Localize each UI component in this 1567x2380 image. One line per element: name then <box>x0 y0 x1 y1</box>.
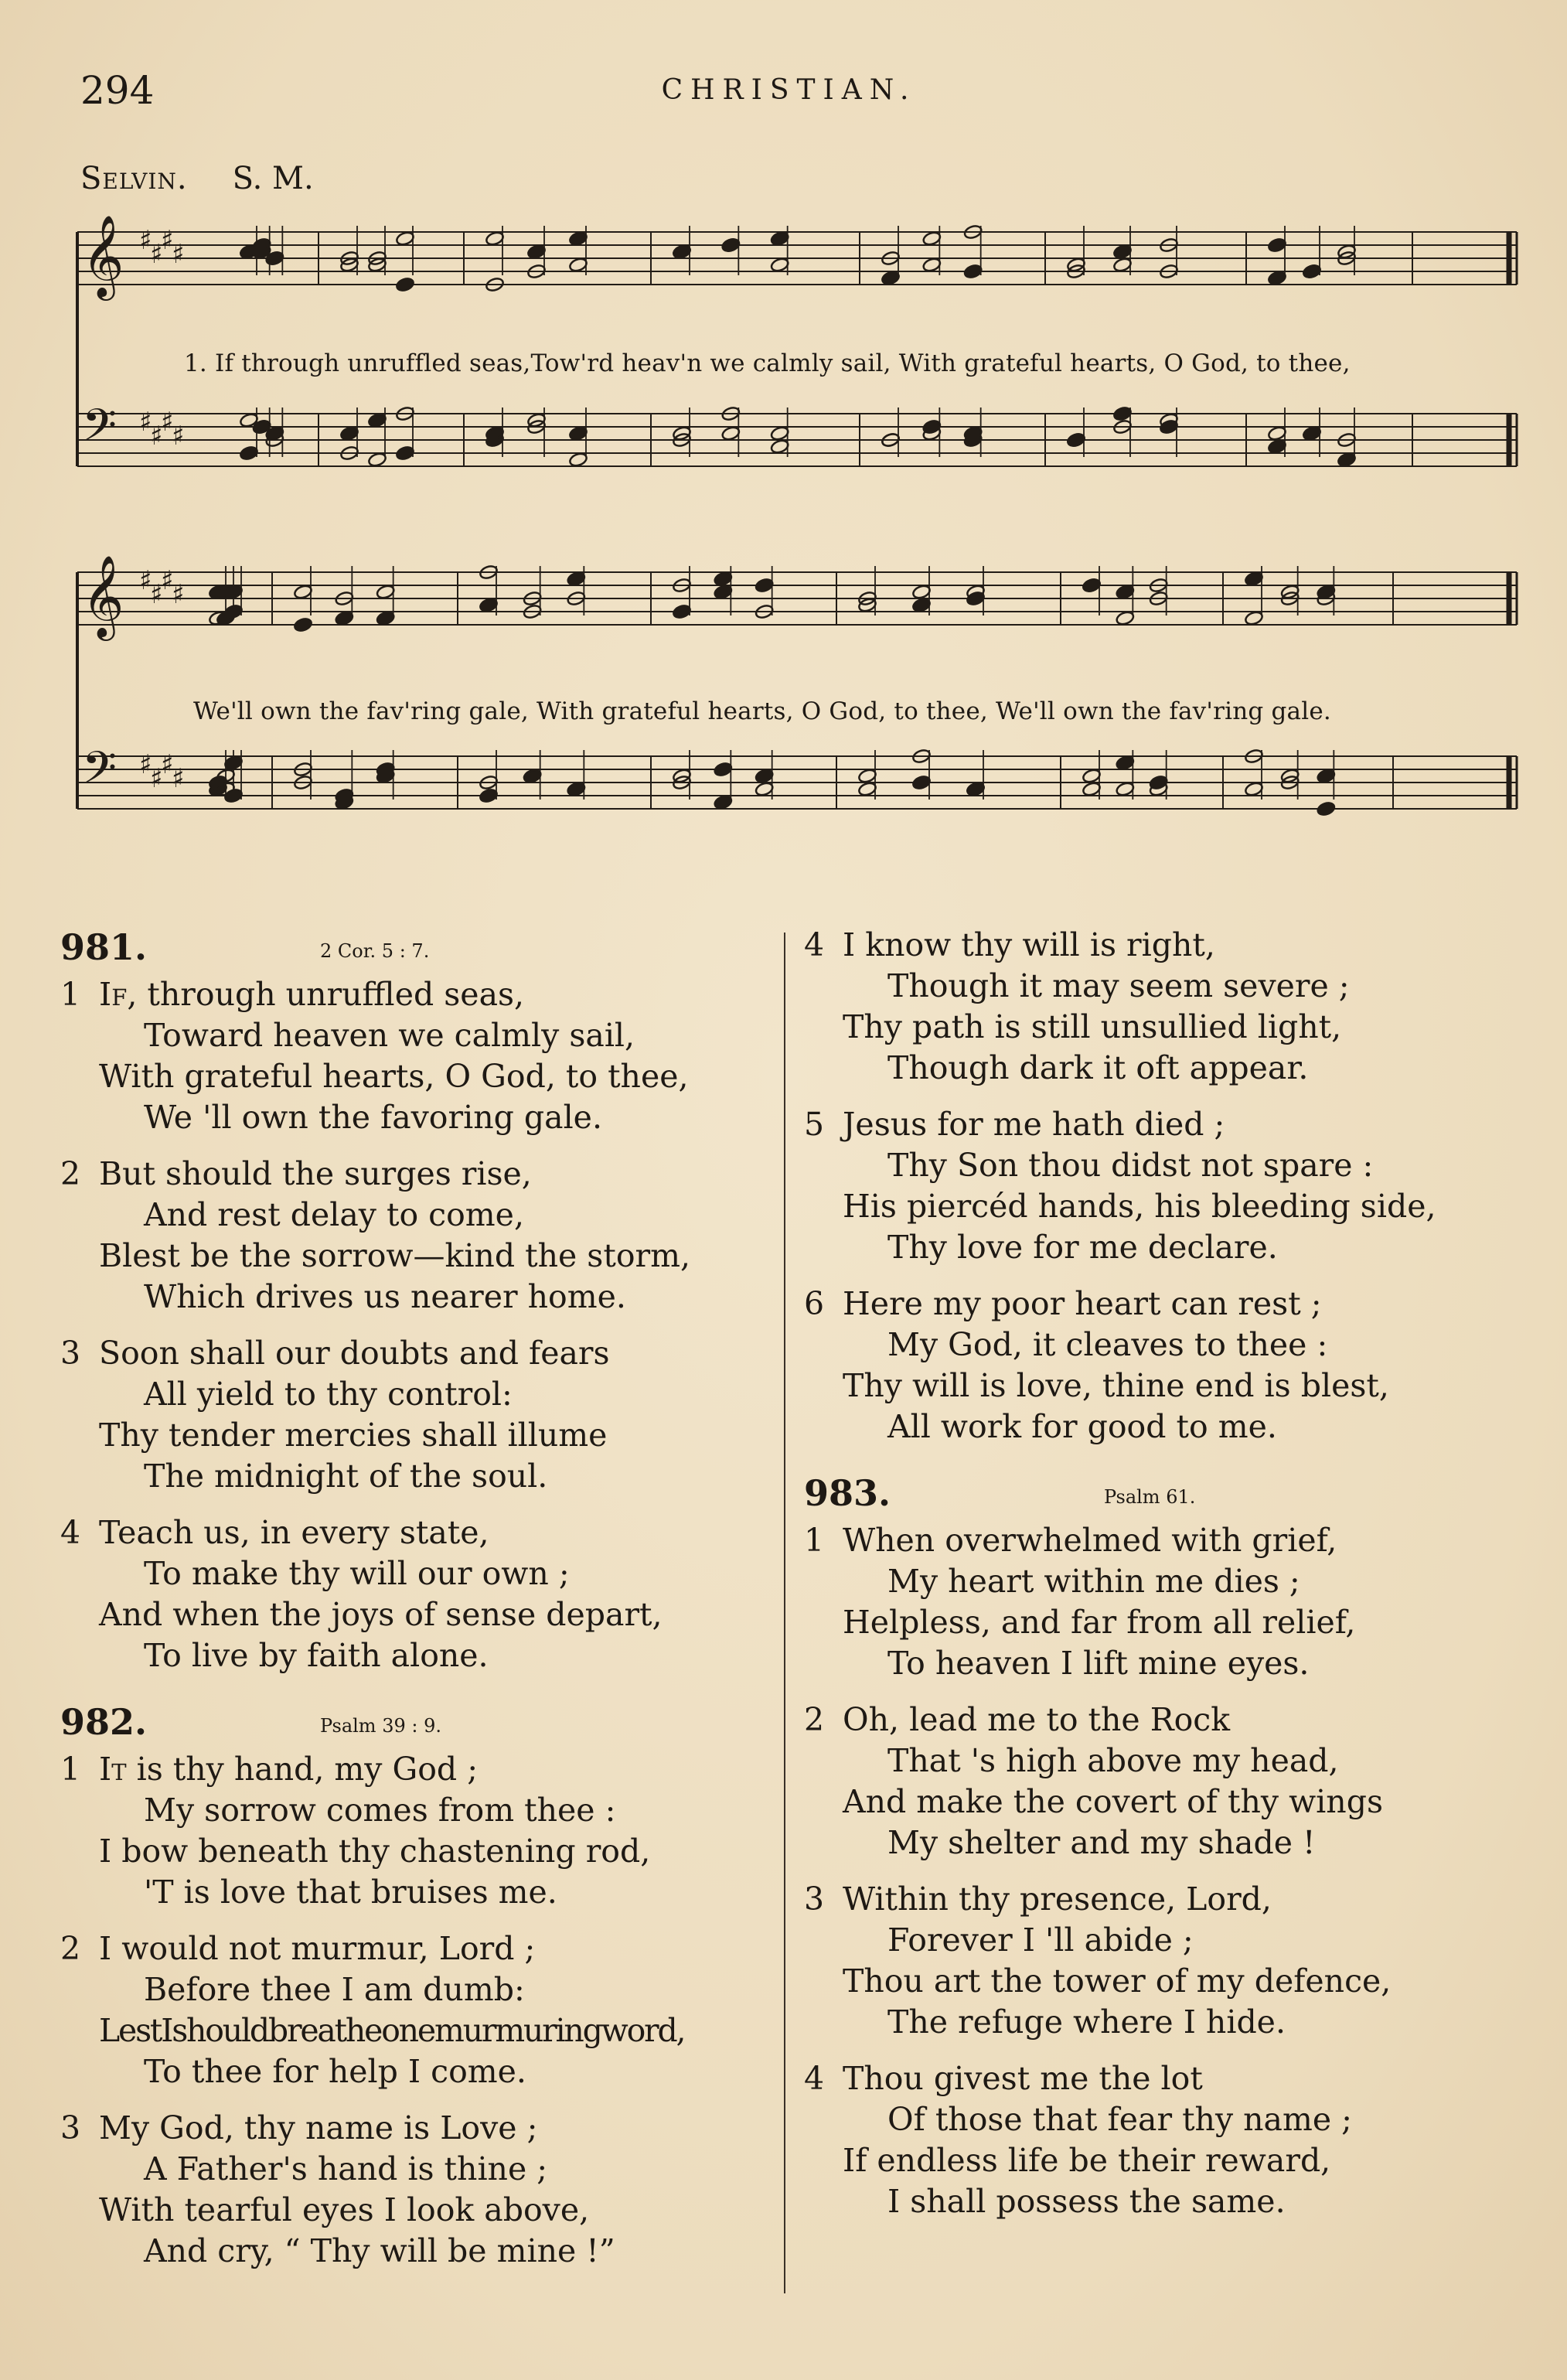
verse-line: Of those that fear thy name ; <box>887 2101 1352 2138</box>
note-head <box>770 257 789 273</box>
stanza <box>60 1154 778 1318</box>
verse-text: Teach us, in every state, <box>99 1514 489 1551</box>
verse-line: Thy love for me declare. <box>887 1229 1278 1266</box>
stanza <box>804 1284 1500 1447</box>
tune-title <box>80 161 314 196</box>
note-head <box>1317 584 1336 600</box>
verse-line <box>804 1879 1500 1920</box>
right-column <box>804 925 1500 2245</box>
verse-line: My shelter and my shade ! <box>887 1824 1316 1861</box>
verse-line: To make thy will our own ; <box>144 1555 570 1592</box>
note-head <box>568 452 588 468</box>
tune-name: Selvin. <box>80 161 188 196</box>
note-head <box>857 768 877 784</box>
verse-line: Toward heaven we calmly sail, <box>144 1017 635 1054</box>
verse-line: 'T is love that bruises me. <box>144 1874 557 1911</box>
sharp-sign: ♯ <box>161 749 174 780</box>
tune-lyrics-line-1: 1. If through unruffled seas,Tow'rd heav'n we calmly sail, With grateful hearts, O God, to thee, <box>184 349 1351 377</box>
verse-text: If endless life be their reward, <box>843 2142 1331 2179</box>
verse-line <box>60 1154 778 1195</box>
note-head <box>911 597 931 613</box>
stanza <box>60 1333 778 1497</box>
verse-line <box>60 1236 778 1277</box>
verse-text: With grateful hearts, O God, to thee, <box>99 1058 689 1095</box>
hymn-heading <box>804 1471 1500 1520</box>
note-head <box>922 230 942 247</box>
verse-line: To live by faith alone. <box>144 1637 489 1674</box>
stanza-number: 2 <box>804 1701 825 1738</box>
hymn-982 <box>60 1700 778 2272</box>
note-head <box>1082 781 1101 797</box>
sharp-sign: ♯ <box>150 763 163 794</box>
note-head <box>672 604 691 620</box>
hymn-number: 983. <box>804 1472 891 1514</box>
note-head <box>1112 257 1132 273</box>
note-head <box>1159 419 1178 435</box>
verse-text: Thy will is love, thine end is blest, <box>843 1367 1389 1404</box>
verse-line: To thee for help I come. <box>144 2053 526 2090</box>
note-head <box>755 781 774 797</box>
note-head <box>966 591 985 607</box>
note-head <box>1267 237 1286 254</box>
music-score <box>63 209 1532 881</box>
verse-line <box>60 2190 778 2231</box>
verse-line <box>60 1594 778 1635</box>
note-head <box>1244 571 1263 587</box>
note-head <box>714 584 733 600</box>
verse-line: The midnight of the soul. <box>144 1458 548 1495</box>
verse-line <box>804 1186 1500 1227</box>
stanza-number: 4 <box>804 2060 825 2097</box>
note-head <box>857 781 877 797</box>
verse-line <box>60 1512 778 1553</box>
note-head <box>568 257 588 273</box>
note-head <box>922 257 942 273</box>
stanza-number: 3 <box>804 1880 825 1918</box>
note-head <box>1267 270 1286 286</box>
stanza-number: 2 <box>60 1930 81 1967</box>
page-number: 294 <box>80 68 155 113</box>
note-head <box>568 425 588 442</box>
verse-text: My God, thy name is Love ; <box>99 2109 538 2146</box>
stanza-number: 1 <box>804 1522 825 1559</box>
verse-line <box>60 1831 778 1872</box>
verse-line <box>804 1366 1500 1407</box>
note-head <box>395 445 414 462</box>
verse-line <box>60 1415 778 1456</box>
note-head <box>239 445 258 462</box>
note-head <box>1082 768 1101 784</box>
verse-line <box>804 2140 1500 2181</box>
verse-line <box>60 2108 778 2149</box>
left-column <box>60 925 778 2295</box>
note-head <box>1244 781 1263 797</box>
stanza-number: 1 <box>60 1751 81 1788</box>
verse-text: When overwhelmed with grief, <box>843 1522 1337 1559</box>
hymn-981 <box>60 925 778 1676</box>
note-head <box>881 270 900 286</box>
verse-text: I bow beneath thy chastening rod, <box>99 1833 651 1870</box>
verse-text: I know thy will is right, <box>843 926 1215 963</box>
verse-line <box>804 1104 1500 1145</box>
note-head <box>395 230 414 247</box>
note-head <box>526 244 546 260</box>
note-head <box>223 604 243 620</box>
note-head <box>367 412 387 428</box>
note-head <box>293 584 312 600</box>
note-head <box>1337 452 1356 468</box>
verse-line: Thy Son thou didst not spare : <box>887 1147 1374 1184</box>
stanza <box>804 2058 1500 2222</box>
verse-text: Thou art the tower of my defence, <box>843 1962 1392 2000</box>
verse-line: That 's high above my head, <box>887 1742 1339 1779</box>
verse-line <box>804 1700 1500 1741</box>
note-head <box>714 794 733 810</box>
verse-line: Which drives us nearer home. <box>144 1278 626 1315</box>
verse-text: And when the joys of sense depart, <box>99 1596 663 1633</box>
sharp-sign: ♯ <box>150 421 163 452</box>
stanza <box>60 1749 778 1913</box>
verse-line <box>60 1056 778 1097</box>
sharp-sign: ♯ <box>172 239 185 270</box>
stanza <box>804 925 1500 1089</box>
verse-line <box>804 1782 1500 1823</box>
note-head <box>770 230 789 247</box>
note-head <box>339 425 359 442</box>
verse-line: And rest delay to come, <box>144 1196 524 1233</box>
verse-line: Though it may seem severe ; <box>887 967 1350 1004</box>
verse-line: All work for good to me. <box>887 1408 1277 1445</box>
note-head <box>485 230 504 247</box>
note-head <box>963 264 983 280</box>
verse-text: LestIshouldbreatheonemurmuringword, <box>99 2012 685 2049</box>
verse-line <box>804 1284 1500 1325</box>
treble-clef: 𝄞 <box>82 214 124 297</box>
note-head <box>755 768 774 784</box>
note-head <box>567 571 586 587</box>
verse-text: is thy hand, my God ; <box>136 1751 479 1788</box>
stanza <box>60 1928 778 2092</box>
verse-line: I shall possess the same. <box>887 2183 1286 2220</box>
verse-text: Helpless, and far from all relief, <box>843 1604 1356 1641</box>
note-head <box>721 425 741 442</box>
verse-text: Thou givest me the lot <box>843 2060 1203 2097</box>
note-head <box>1267 425 1286 442</box>
verse-line <box>60 1333 778 1374</box>
note-head <box>479 788 498 804</box>
verse-line: Though dark it oft appear. <box>887 1049 1309 1086</box>
note-head <box>911 775 931 791</box>
note-head <box>1112 244 1132 260</box>
verse-text: I would not murmur, Lord ; <box>99 1930 536 1967</box>
stanza-number: 1 <box>60 976 81 1013</box>
sharp-sign: ♯ <box>150 579 163 610</box>
verse-text: Thy tender mercies shall illume <box>99 1417 608 1454</box>
treble-clef: 𝄞 <box>82 554 124 637</box>
column-divider <box>784 933 785 2293</box>
note-head <box>376 584 395 600</box>
verse-line <box>804 1961 1500 2002</box>
sharp-sign: ♯ <box>172 579 185 610</box>
scripture-reference: Psalm 39 : 9. <box>320 1715 441 1737</box>
verse-text: Soon shall our doubts and fears <box>99 1335 610 1372</box>
verse-line: My heart within me dies ; <box>887 1563 1300 1600</box>
verse-line: A Father's hand is thine ; <box>144 2150 548 2187</box>
sharp-sign: ♯ <box>150 239 163 270</box>
note-head <box>1116 755 1135 771</box>
stanza-number: 4 <box>60 1514 81 1551</box>
hymn-983 <box>804 1471 1500 2222</box>
note-head <box>1244 610 1263 626</box>
note-head <box>1112 406 1132 422</box>
scripture-reference: Psalm 61. <box>1104 1486 1196 1508</box>
note-head <box>1317 768 1336 784</box>
note-head <box>376 610 395 626</box>
hymn-982-continued <box>804 925 1500 1447</box>
verse-line: To heaven I lift mine eyes. <box>887 1645 1310 1682</box>
note-head <box>1116 781 1135 797</box>
verse-line: My sorrow comes from thee : <box>144 1792 616 1829</box>
sharp-sign: ♯ <box>172 763 185 794</box>
note-head <box>1302 425 1321 442</box>
verse-line: Forever I 'll abide ; <box>887 1921 1194 1959</box>
note-head <box>714 571 733 587</box>
note-head <box>1317 801 1336 817</box>
stanza-number: 2 <box>60 1155 81 1192</box>
verse-line: And cry, “ Thy will be mine !” <box>144 2232 615 2269</box>
stanza <box>804 1104 1500 1268</box>
sharp-sign: ♯ <box>161 565 174 596</box>
note-head <box>770 425 789 442</box>
stanza-number: 6 <box>804 1285 825 1322</box>
sharp-sign: ♯ <box>139 565 152 596</box>
note-head <box>922 419 942 435</box>
tune-lyrics-line-2: We'll own the fav'ring gale, With grateful hearts, O God, to thee, We'll own the fav'ring gale. <box>193 697 1331 725</box>
sharp-sign: ♯ <box>139 749 152 780</box>
note-head <box>1116 610 1135 626</box>
verse-line <box>60 1749 778 1790</box>
note-head <box>367 452 387 468</box>
sharp-sign: ♯ <box>161 225 174 256</box>
note-head <box>223 788 243 804</box>
music-notation <box>63 209 1532 881</box>
note-head <box>479 597 498 613</box>
hymn-number: 981. <box>60 926 148 968</box>
verse-line <box>60 2010 778 2051</box>
running-head: CHRISTIAN. <box>661 74 917 106</box>
verse-text: through unruffled seas, <box>147 976 525 1013</box>
verse-text: Here my poor heart can rest ; <box>843 1285 1322 1322</box>
note-head <box>335 610 354 626</box>
stanza <box>60 974 778 1138</box>
note-head <box>911 584 931 600</box>
note-head <box>223 755 243 771</box>
stanza <box>60 1512 778 1676</box>
verse-line <box>60 1928 778 1969</box>
verse-line <box>804 1520 1500 1561</box>
note-head <box>293 617 312 633</box>
verse-line <box>804 925 1500 966</box>
bass-clef: 𝄢 <box>82 742 118 805</box>
verse-line: Before thee I am dumb: <box>144 1971 525 2008</box>
verse-line <box>804 1007 1500 1048</box>
stanza-number: 3 <box>60 2109 81 2146</box>
note-head <box>714 762 733 778</box>
note-head <box>1267 438 1286 455</box>
stanza <box>804 1520 1500 1684</box>
hymn-number: 982. <box>60 1701 148 1743</box>
stanza <box>60 2108 778 2272</box>
note-head <box>721 237 741 254</box>
verse-line: The refuge where I hide. <box>887 2003 1286 2041</box>
verse-text: Jesus for me hath died ; <box>843 1106 1225 1143</box>
verse-text: Oh, lead me to the Rock <box>843 1701 1231 1738</box>
stanza-number: 3 <box>60 1335 81 1372</box>
verse-text: His piercéd hands, his bleeding side, <box>843 1188 1436 1225</box>
stanza <box>804 1879 1500 2043</box>
verse-text: Blest be the sorrow—kind the storm, <box>99 1237 691 1274</box>
note-head <box>568 230 588 247</box>
note-head <box>1116 584 1135 600</box>
tune-meter: S. M. <box>232 161 314 196</box>
note-head <box>395 277 414 293</box>
stanza-number: 4 <box>804 926 825 963</box>
verse-line <box>804 2058 1500 2099</box>
verse-text: And make the covert of thy wings <box>843 1783 1383 1820</box>
stanza <box>804 1700 1500 1863</box>
sharp-sign: ♯ <box>139 225 152 256</box>
sharp-sign: ♯ <box>172 421 185 452</box>
verse-text: Thy path is still unsullied light, <box>843 1008 1342 1045</box>
note-head <box>770 438 789 455</box>
hymn-heading <box>60 925 778 974</box>
note-head <box>755 578 774 594</box>
verse-text: With tearful eyes I look above, <box>99 2191 590 2228</box>
note-head <box>1082 578 1101 594</box>
scripture-reference: 2 Cor. 5 : 7. <box>320 940 430 962</box>
verse-line <box>804 1602 1500 1643</box>
sharp-sign: ♯ <box>139 407 152 438</box>
hymn-heading <box>60 1700 778 1749</box>
verse-text: But should the surges rise, <box>99 1155 532 1192</box>
sharp-sign: ♯ <box>161 407 174 438</box>
page-header <box>80 68 1497 114</box>
verse-line: We 'll own the favoring gale. <box>144 1099 602 1136</box>
note-head <box>567 781 586 797</box>
first-word: It <box>99 1751 127 1788</box>
note-head <box>672 244 691 260</box>
verse-line: All yield to thy control: <box>144 1376 513 1413</box>
note-head <box>1302 264 1321 280</box>
verse-line <box>60 974 778 1015</box>
bass-clef: 𝄢 <box>82 399 118 462</box>
first-word: If, <box>99 976 138 1013</box>
verse-text: Within thy presence, Lord, <box>843 1880 1272 1918</box>
verse-line: My God, it cleaves to thee : <box>887 1326 1328 1363</box>
stanza-number: 5 <box>804 1106 825 1143</box>
